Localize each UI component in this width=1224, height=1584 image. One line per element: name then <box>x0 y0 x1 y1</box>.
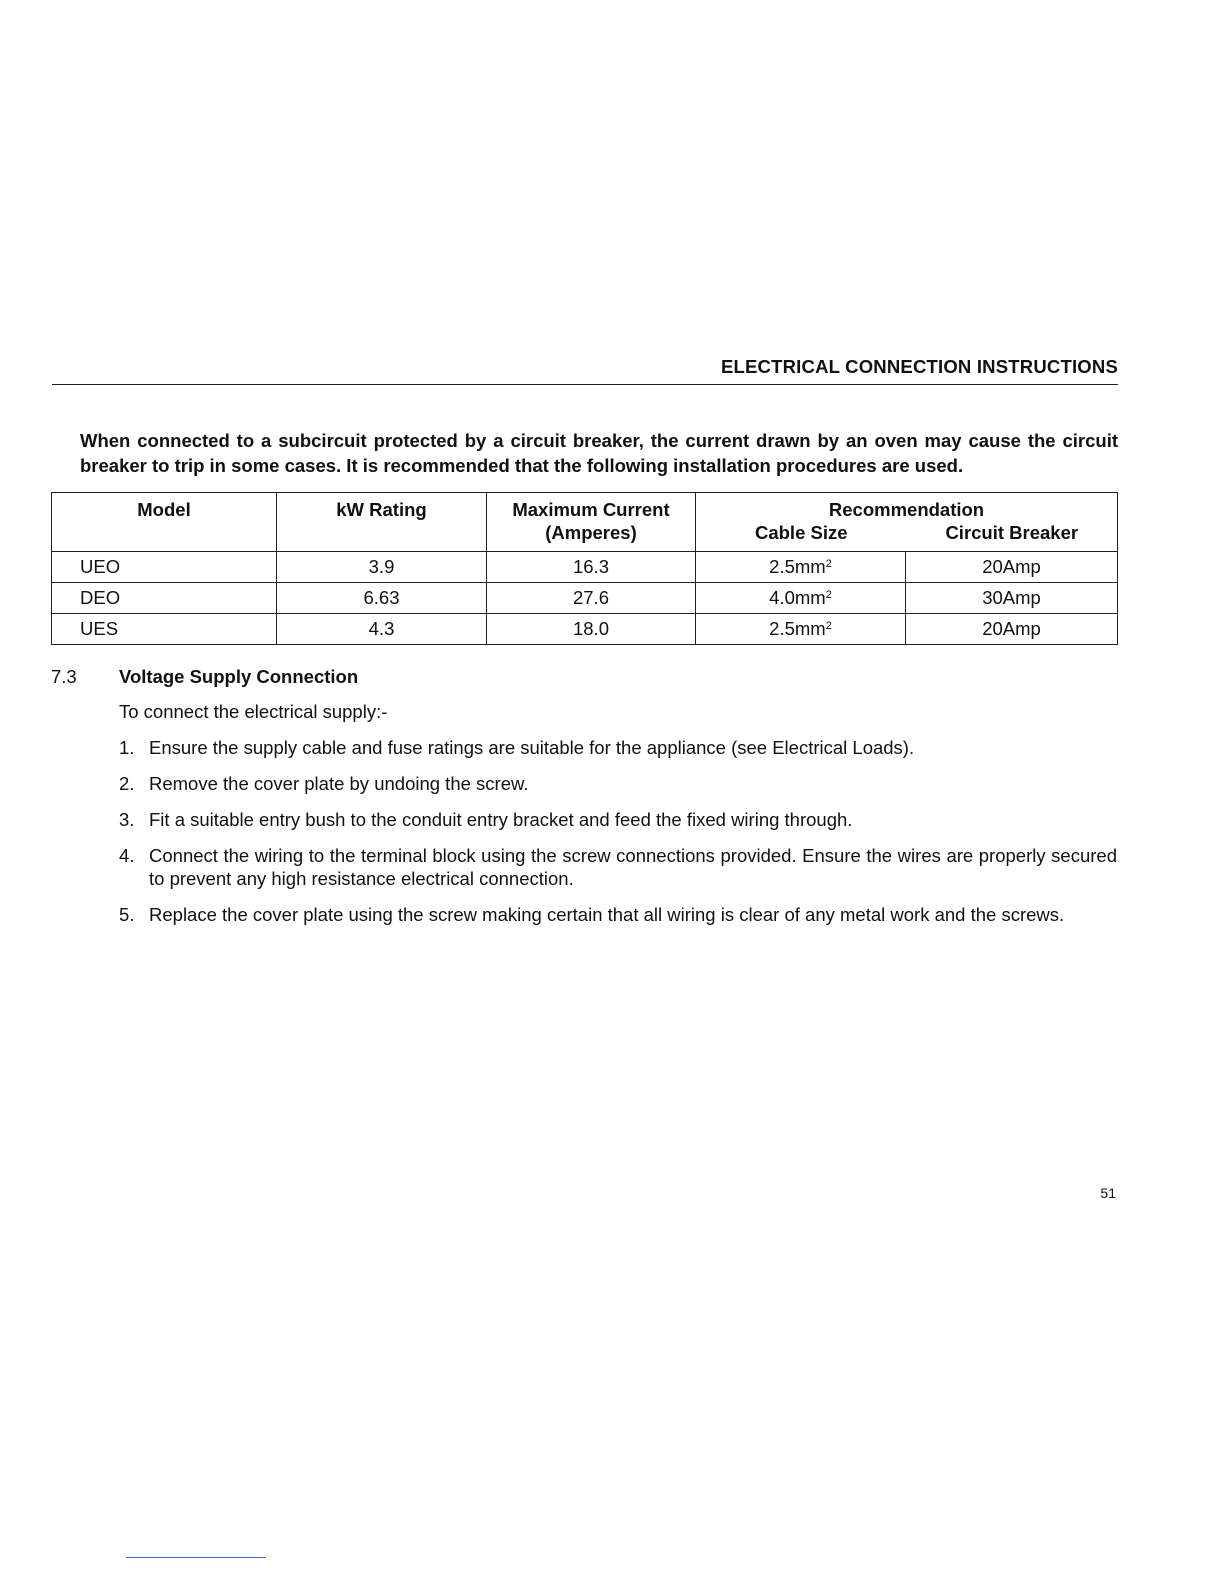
list-item: 1. Ensure the supply cable and fuse ratings are suitable for the appliance (see Electrical Loads). <box>119 737 915 758</box>
table-header-row <box>52 493 1118 552</box>
cell-current: 27.6 <box>487 583 696 614</box>
intro-paragraph: When connected to a subcircuit protected by a circuit breaker, the current drawn by an oven may cause the circuit breaker to trip in some cases. It is recommended that the following installation procedures are used. <box>80 430 1118 476</box>
table-row <box>52 583 1118 614</box>
table-row <box>52 552 1118 583</box>
header-current-line2: (Amperes) <box>545 522 637 543</box>
section-number: 7.3 <box>51 666 77 687</box>
list-item: 2. Remove the cover plate by undoing the screw. <box>119 773 529 794</box>
page-number: 51 <box>1100 1185 1116 1201</box>
header-kw-rating: kW Rating <box>277 493 487 552</box>
header-recommendation <box>696 493 1118 552</box>
cell-current: 16.3 <box>487 552 696 583</box>
header-model: Model <box>52 493 277 552</box>
footer-line <box>126 1557 266 1558</box>
page-header-title: ELECTRICAL CONNECTION INSTRUCTIONS <box>720 356 1118 377</box>
cell-model: UES <box>52 614 277 645</box>
cell-kw: 4.3 <box>277 614 487 645</box>
section-title: Voltage Supply Connection <box>119 666 359 687</box>
steps-list <box>119 736 1117 939</box>
header-circuit-breaker: Circuit Breaker <box>945 522 1079 543</box>
header-recommendation-label: Recommendation <box>828 499 985 520</box>
list-item: 3. Fit a suitable entry bush to the conduit entry bracket and feed the fixed wiring through. <box>119 809 853 830</box>
cell-breaker: 30Amp <box>906 583 1118 614</box>
cell-kw: 6.63 <box>277 583 487 614</box>
cell-current: 18.0 <box>487 614 696 645</box>
list-item: 5. Replace the cover plate using the screw making certain that all wiring is clear of any metal work and the screws. <box>119 904 1065 925</box>
cell-cable: $4.0mm^2$ <box>696 583 906 614</box>
header-divider <box>52 384 1118 385</box>
cell-breaker: 20Amp <box>906 614 1118 645</box>
electrical-spec-table <box>51 492 1118 645</box>
header-maximum-current <box>487 493 696 552</box>
table-row <box>52 614 1118 645</box>
cell-kw: 3.9 <box>277 552 487 583</box>
cell-cable: $2.5mm^2$ <box>696 614 906 645</box>
cell-model: UEO <box>52 552 277 583</box>
cell-model: DEO <box>52 583 277 614</box>
section-lead: To connect the electrical supply:- <box>119 701 388 722</box>
cell-breaker: 20Amp <box>906 552 1118 583</box>
list-item: 4. Connect the wiring to the terminal block using the screw connections provided. Ensure the wires are properly secured to prevent any high resistance electrical connection. <box>119 845 1117 889</box>
header-current-line1: Maximum Current <box>512 499 670 520</box>
header-cable-size: Cable Size <box>754 522 848 543</box>
cell-cable: $2.5mm^2$ <box>696 552 906 583</box>
